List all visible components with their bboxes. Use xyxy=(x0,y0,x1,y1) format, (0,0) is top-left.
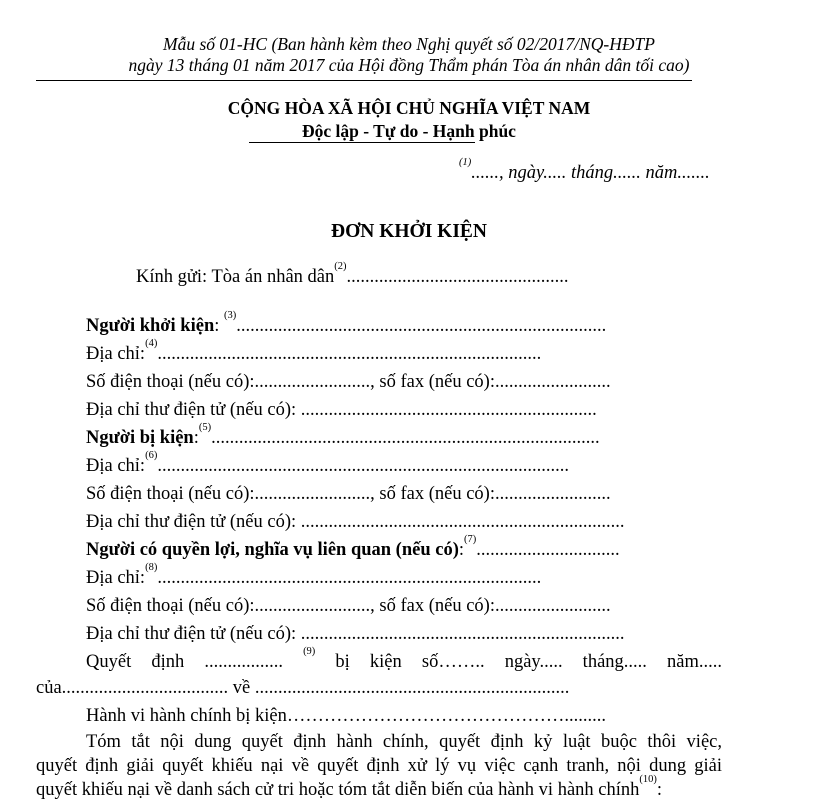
summary-ref: (10) xyxy=(639,774,657,785)
related-party-line xyxy=(86,534,620,562)
decision-line2: của.................................... về .................................................................... xyxy=(36,678,570,698)
related-party-email: Địa chỉ thư điện tử (nếu có): ...................................................................... xyxy=(86,624,625,644)
defendant-address xyxy=(86,450,569,478)
plaintiff-address-label: Địa chỉ: xyxy=(86,344,146,364)
decision-text-b: bị kiện số…….. ngày..... tháng..... năm..... xyxy=(315,652,722,672)
plaintiff-email: Địa chỉ thư điện tử (nếu có): ................................................................ xyxy=(86,400,597,420)
header-divider xyxy=(36,80,692,81)
country-name: CỘNG HÒA XÃ HỘI CHỦ NGHĨA VIỆT NAM xyxy=(227,98,591,118)
form-note-line1: Mẫu số 01-HC (Ban hành kèm theo Nghị quyết số 02/2017/NQ-HĐTP xyxy=(163,34,655,54)
related-party-colon: : xyxy=(458,540,465,560)
plaintiff-line xyxy=(86,310,607,338)
related-party-address-dots: ................................................................................... xyxy=(157,568,542,588)
related-party-phone: Số điện thoại (nếu có):........................., số fax (nếu có):......................... xyxy=(86,596,611,616)
date-ref: (1) xyxy=(459,157,472,168)
form-note-line2: ngày 13 tháng 01 năm 2017 của Hội đồng Thẩm phán Tòa án nhân dân tối cao) xyxy=(128,55,690,75)
date-line xyxy=(459,157,710,185)
defendant-line xyxy=(86,422,600,450)
defendant-dots: .................................................................................... xyxy=(211,428,600,448)
summary-line3-text: quyết khiếu nại về danh sách cử tri hoặc tóm tắt diễn biến của hành vi hành chính xyxy=(36,780,640,800)
summary-line3 xyxy=(36,774,663,802)
decision-ref: (9) xyxy=(303,646,316,657)
decision-text-a: Quyết định ................. xyxy=(86,652,304,672)
plaintiff-address-dots: ................................................................................... xyxy=(157,344,542,364)
recipient-prefix: Kính gửi: Tòa án nhân dân xyxy=(136,267,335,287)
date-text: ......, ngày..... tháng...... năm....... xyxy=(471,163,710,183)
summary-line2: quyết định giải quyết khiếu nại về quyết định xử lý vụ việc cạnh tranh, nội dung giải xyxy=(36,756,722,776)
plaintiff-ref: (3) xyxy=(224,310,237,321)
decision-line1 xyxy=(86,646,722,674)
defendant-address-ref: (6) xyxy=(145,450,158,461)
related-party-label: Người có quyền lợi, nghĩa vụ liên quan (nếu có) xyxy=(86,540,459,560)
related-party-address-ref: (8) xyxy=(145,562,158,573)
defendant-phone: Số điện thoại (nếu có):........................., số fax (nếu có):......................... xyxy=(86,484,611,504)
plaintiff-address xyxy=(86,338,542,366)
recipient-ref: (2) xyxy=(334,261,347,272)
defendant-address-label: Địa chỉ: xyxy=(86,456,146,476)
defendant-address-dots: ......................................................................................... xyxy=(157,456,569,476)
related-party-address xyxy=(86,562,542,590)
defendant-colon: : xyxy=(193,428,199,448)
defendant-label: Người bị kiện xyxy=(86,428,194,448)
national-slogan: Độc lập - Tự do - Hạnh phúc xyxy=(302,121,516,141)
plaintiff-label: Người khởi kiện xyxy=(86,316,215,336)
recipient-dots: ................................................ xyxy=(346,267,569,287)
slogan-underline xyxy=(249,142,475,143)
recipient-line xyxy=(136,261,569,289)
summary-tail: : xyxy=(656,780,663,800)
summary-line1: Tóm tắt nội dung quyết định hành chính, quyết định kỷ luật buộc thôi việc, xyxy=(86,732,722,752)
plaintiff-dots: ................................................................................ xyxy=(236,316,607,336)
document-title: ĐƠN KHỞI KIỆN xyxy=(330,221,488,242)
plaintiff-phone: Số điện thoại (nếu có):........................., số fax (nếu có):......................... xyxy=(86,372,611,392)
plaintiff-colon: : xyxy=(214,316,225,336)
defendant-ref: (5) xyxy=(198,422,212,433)
related-party-address-label: Địa chỉ: xyxy=(86,568,146,588)
admin-act-line: Hành vi hành chính bị kiện………………………………………......... xyxy=(86,706,607,726)
defendant-email: Địa chỉ thư điện tử (nếu có): ...................................................................... xyxy=(86,512,625,532)
related-party-ref: (7) xyxy=(464,534,477,545)
plaintiff-address-ref: (4) xyxy=(145,338,158,349)
related-party-dots: ............................... xyxy=(476,540,620,560)
